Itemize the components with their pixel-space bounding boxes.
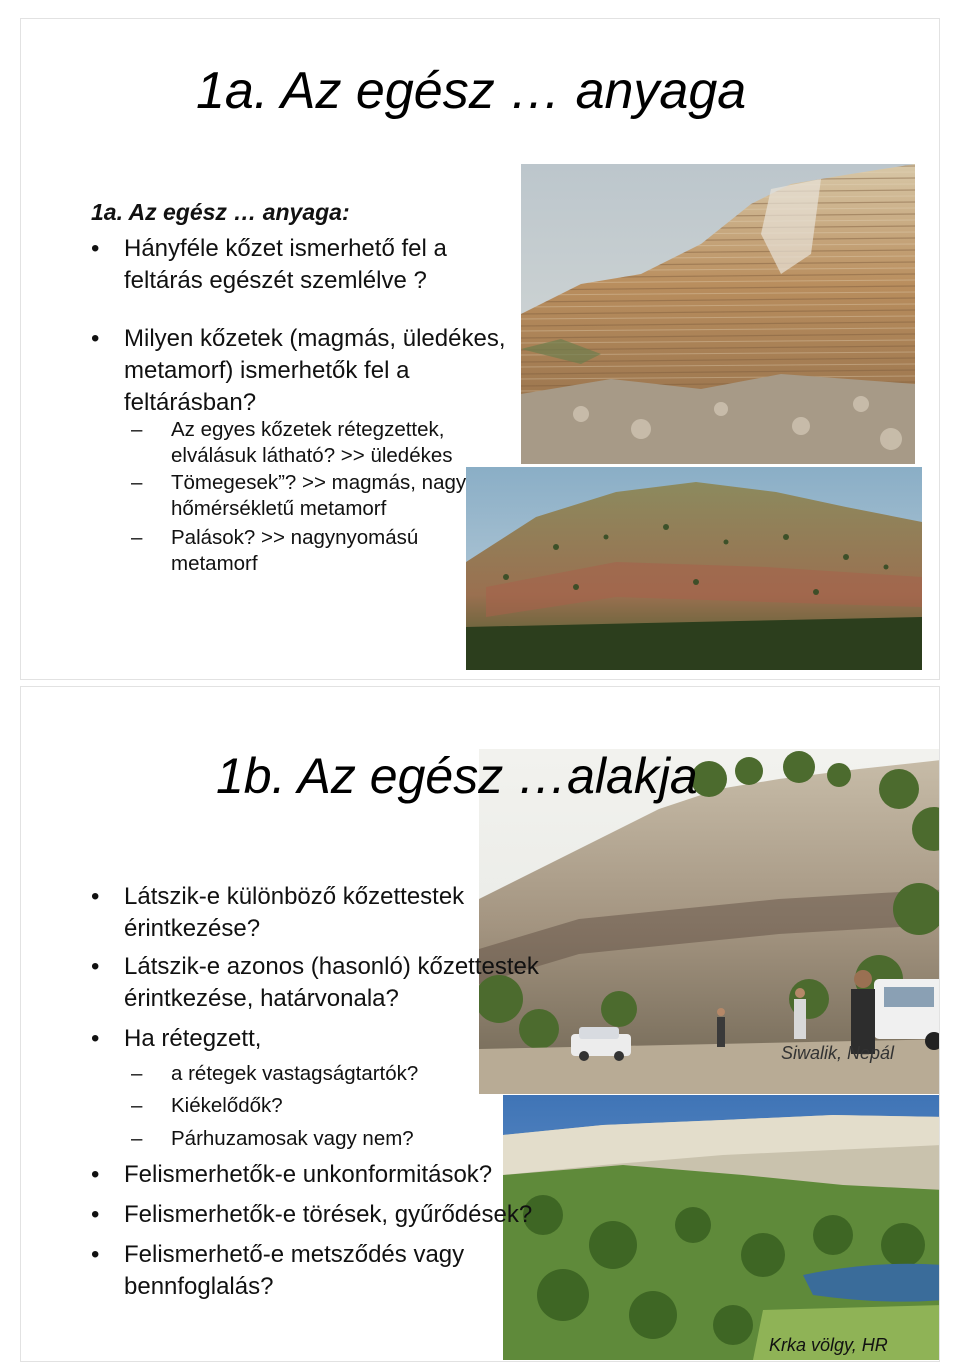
- bullet-item: • Látszik-e különböző kőzettestek érintkezése?: [91, 881, 511, 945]
- slide-1b: [20, 686, 940, 1362]
- slide-title: 1b. Az egész …alakja: [216, 748, 698, 804]
- sub-bullet-item: – a rétegek vastagságtartók?: [131, 1061, 551, 1087]
- photo-caption: Siwalik, Nepál: [781, 1043, 895, 1063]
- bullet-item: • Ha rétegzett,: [91, 1023, 511, 1055]
- bullet-item: • Hányféle kőzet ismerhető fel a feltárás egészét szemlélve ?: [91, 233, 531, 297]
- bullet-item: • Látszik-e azonos (hasonló) kőzettestek érintkezése, határvonala?: [91, 951, 631, 1015]
- bullet-item: • Felismerhetők-e unkonformitások?: [91, 1159, 611, 1191]
- sub-bullet-item: – Tömegesek”? >> magmás, nagy hőmérsékletű metamorf: [131, 470, 511, 521]
- sub-bullet-item: – Az egyes kőzetek rétegzettek, elválásuk látható? >> üledékes: [131, 417, 491, 468]
- vegetated-hill-photo: [466, 467, 922, 670]
- photo-caption: Krka völgy, HR: [769, 1335, 888, 1355]
- sub-bullet-item: – Kiékelődők?: [131, 1093, 551, 1119]
- bullet-item: • Felismerhető-e metsződés vagy bennfoglalás?: [91, 1239, 571, 1303]
- slide-title: 1a. Az egész … anyaga: [196, 62, 747, 120]
- slide-1a: [20, 18, 940, 680]
- bullet-item: • Felismerhetők-e törések, gyűrődések?: [91, 1199, 651, 1231]
- bullet-item: • Milyen kőzetek (magmás, üledékes, metamorf) ismerhetők fel a feltárásban?: [91, 323, 531, 419]
- section-heading: 1a. Az egész … anyaga:: [91, 199, 350, 225]
- sub-bullet-item: – Palások? >> nagynyomású metamorf: [131, 525, 461, 576]
- sub-bullet-item: – Párhuzamosak vagy nem?: [131, 1126, 551, 1152]
- cliff-outcrop-photo: [521, 164, 915, 464]
